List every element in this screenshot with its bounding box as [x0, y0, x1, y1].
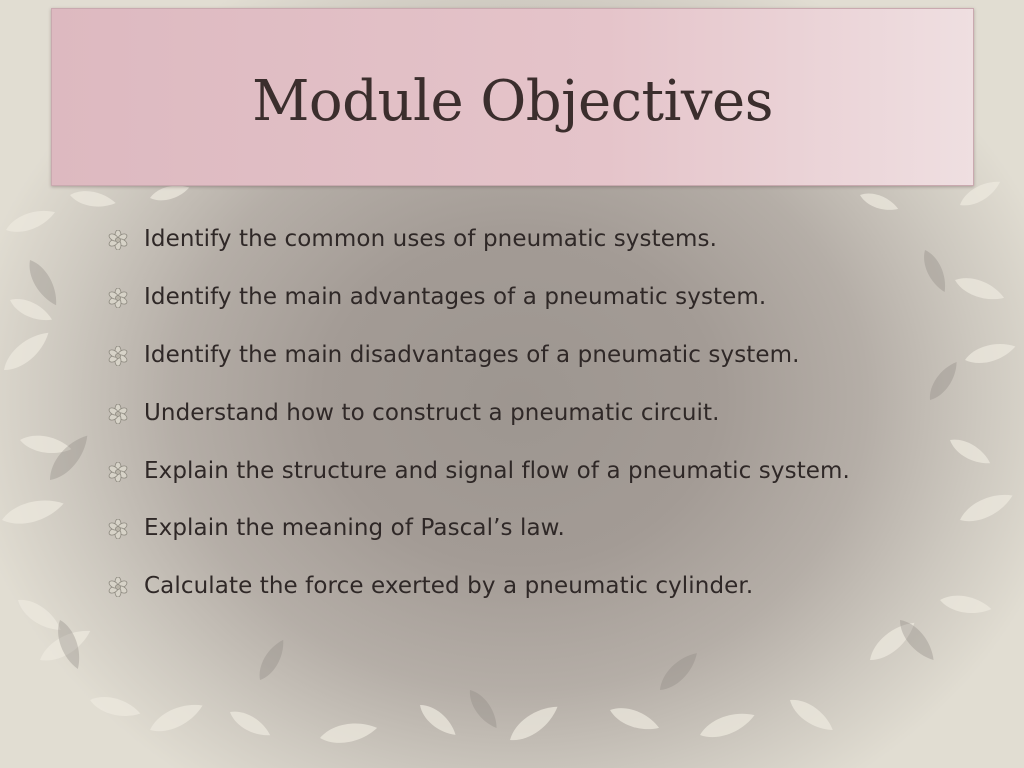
flower-icon	[106, 577, 130, 597]
list-item	[106, 454, 906, 488]
objective-text: Calculate the force exerted by a pneumatic cylinder.	[144, 573, 754, 599]
list-item	[106, 338, 906, 373]
list-item	[106, 222, 906, 257]
list-item	[106, 569, 906, 604]
slide-title: Module Objectives	[252, 68, 773, 134]
list-item	[106, 280, 906, 315]
flower-icon	[106, 519, 130, 539]
objective-text: Identify the main advantages of a pneumatic system.	[144, 284, 767, 310]
flower-icon	[106, 346, 130, 366]
flower-icon	[106, 230, 130, 250]
objectives-list	[106, 222, 906, 627]
flower-icon	[106, 288, 130, 308]
objective-text: Identify the main disadvantages of a pneumatic system.	[144, 342, 800, 368]
flower-icon	[106, 404, 130, 424]
objective-text: Explain the meaning of Pascal’s law.	[144, 515, 565, 541]
objective-text: Identify the common uses of pneumatic systems.	[144, 226, 717, 252]
list-item	[106, 396, 906, 431]
objective-text: Explain the structure and signal flow of a pneumatic system.	[144, 458, 850, 484]
list-item	[106, 511, 906, 546]
objective-text: Understand how to construct a pneumatic circuit.	[144, 400, 720, 426]
flower-icon	[106, 462, 130, 482]
title-banner	[51, 8, 974, 186]
